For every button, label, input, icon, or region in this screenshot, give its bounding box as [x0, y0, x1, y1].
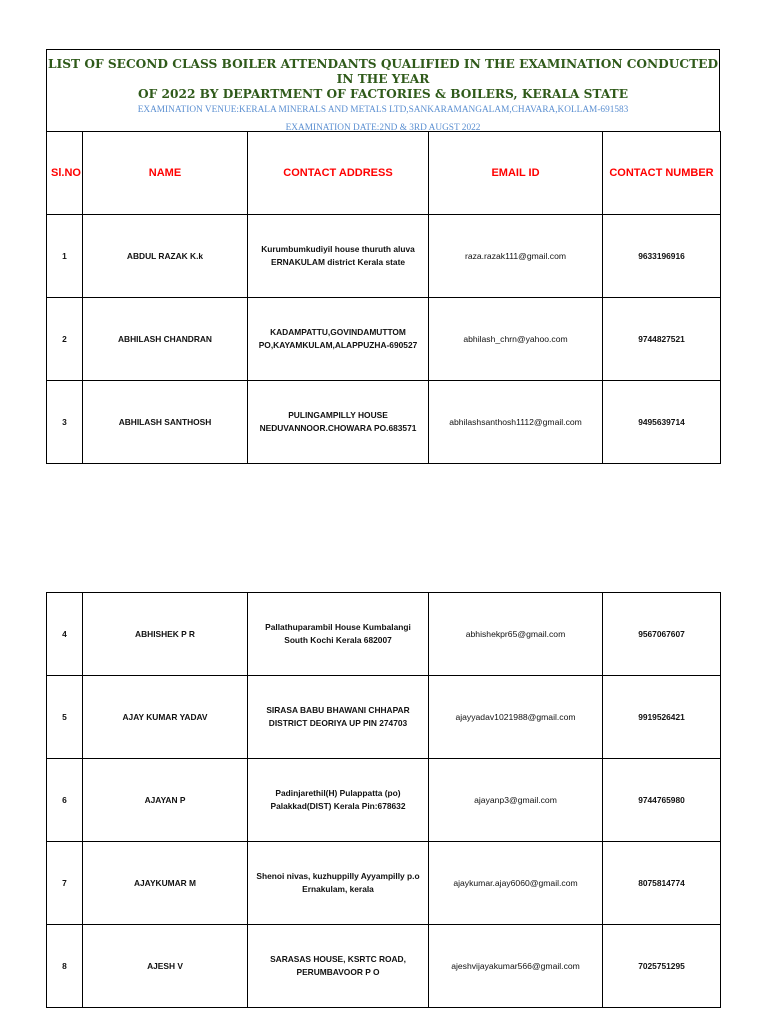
- cell-email: abhishekpr65@gmail.com: [429, 593, 603, 676]
- table-row: [47, 676, 721, 759]
- address-line: Shenoi nivas, kuzhuppilly Ayyampilly p.o: [256, 871, 420, 881]
- table-row: [47, 842, 721, 925]
- cell-email: abhilash_chrn@yahoo.com: [429, 298, 603, 381]
- address-line: Palakkad(DIST) Kerala Pin:678632: [270, 801, 406, 811]
- cell-slno: 2: [47, 298, 83, 381]
- cell-name: ABHISHEK P R: [83, 593, 248, 676]
- cell-name: AJAY KUMAR YADAV: [83, 676, 248, 759]
- address-line: KADAMPATTU,GOVINDAMUTTOM: [270, 327, 406, 337]
- address-line: NEDUVANNOOR.CHOWARA PO.683571: [259, 423, 417, 433]
- column-header-name: NAME: [83, 132, 248, 215]
- exam-date: EXAMINATION DATE:2ND & 3RD AUGST 2022: [285, 123, 481, 133]
- cell-phone: 9744765980: [603, 759, 721, 842]
- title-block: [46, 49, 720, 132]
- cell-phone: 9567067607: [603, 593, 721, 676]
- cell-address: [248, 676, 429, 759]
- cell-phone: 9919526421: [603, 676, 721, 759]
- table-row: [47, 298, 721, 381]
- table-row: [47, 381, 721, 464]
- cell-slno: 6: [47, 759, 83, 842]
- cell-name: ABHILASH CHANDRAN: [83, 298, 248, 381]
- cell-phone: 8075814774: [603, 842, 721, 925]
- document-title-line-2: OF 2022 BY DEPARTMENT OF FACTORIES & BOILERS, KERALA STATE: [138, 87, 628, 101]
- table-row: [47, 759, 721, 842]
- cell-address: [248, 842, 429, 925]
- cell-name: ABDUL RAZAK K.k: [83, 215, 248, 298]
- cell-email: abhilashsanthosh1112@gmail.com: [429, 381, 603, 464]
- address-line: DISTRICT DEORIYA UP PIN 274703: [268, 718, 408, 728]
- address-line: PERUMBAVOOR P O: [296, 967, 380, 977]
- column-header-slno: Sl.NO: [47, 132, 83, 215]
- address-line: Pallathuparambil House Kumbalangi: [265, 622, 411, 632]
- document-title-line-1: LIST OF SECOND CLASS BOILER ATTENDANTS QUALIFIED IN THE EXAMINATION CONDUCTED IN THE YEAR: [47, 57, 719, 86]
- cell-slno: 8: [47, 925, 83, 1008]
- cell-phone: 9744827521: [603, 298, 721, 381]
- column-header-contact-number: CONTACT NUMBER: [603, 132, 721, 215]
- table-row: [47, 215, 721, 298]
- attendants-table-part-1: [46, 131, 721, 464]
- address-line: South Kochi Kerala 682007: [284, 635, 392, 645]
- attendants-table-part-2: [46, 592, 721, 1008]
- table-row: [47, 925, 721, 1008]
- cell-email: ajayyadav1021988@gmail.com: [429, 676, 603, 759]
- cell-address: [248, 593, 429, 676]
- cell-email: ajaykumar.ajay6060@gmail.com: [429, 842, 603, 925]
- exam-venue: EXAMINATION VENUE:KERALA MINERALS AND METALS LTD,SANKARAMANGALAM,CHAVARA,KOLLAM-691583: [137, 105, 629, 115]
- address-line: Ernakulam, kerala: [302, 884, 374, 894]
- cell-phone: 9633196916: [603, 215, 721, 298]
- cell-address: [248, 759, 429, 842]
- cell-email: ajeshvijayakumar566@gmail.com: [429, 925, 603, 1008]
- cell-address: [248, 298, 429, 381]
- table-header-row: [47, 132, 721, 215]
- cell-slno: 5: [47, 676, 83, 759]
- address-line: ERNAKULAM district Kerala state: [270, 257, 406, 267]
- cell-address: [248, 925, 429, 1008]
- cell-slno: 4: [47, 593, 83, 676]
- address-line: Kurumbumkudiyil house thuruth aluva: [261, 244, 415, 254]
- column-header-address: CONTACT ADDRESS: [248, 132, 429, 215]
- cell-email: ajayanp3@gmail.com: [429, 759, 603, 842]
- address-line: SIRASA BABU BHAWANI CHHAPAR: [266, 705, 410, 715]
- cell-name: AJESH V: [83, 925, 248, 1008]
- cell-phone: 9495639714: [603, 381, 721, 464]
- cell-slno: 3: [47, 381, 83, 464]
- column-header-email: EMAIL ID: [429, 132, 603, 215]
- cell-slno: 7: [47, 842, 83, 925]
- cell-name: AJAYKUMAR M: [83, 842, 248, 925]
- cell-slno: 1: [47, 215, 83, 298]
- cell-address: [248, 381, 429, 464]
- table-row: [47, 593, 721, 676]
- cell-address: [248, 215, 429, 298]
- address-line: SARASAS HOUSE, KSRTC ROAD,: [270, 954, 406, 964]
- cell-name: ABHILASH SANTHOSH: [83, 381, 248, 464]
- cell-name: AJAYAN P: [83, 759, 248, 842]
- address-line: PULINGAMPILLY HOUSE: [288, 410, 388, 420]
- cell-phone: 7025751295: [603, 925, 721, 1008]
- cell-email: raza.razak111@gmail.com: [429, 215, 603, 298]
- address-line: Padinjarethil(H) Pulappatta (po): [275, 788, 401, 798]
- address-line: PO,KAYAMKULAM,ALAPPUZHA-690527: [258, 340, 418, 350]
